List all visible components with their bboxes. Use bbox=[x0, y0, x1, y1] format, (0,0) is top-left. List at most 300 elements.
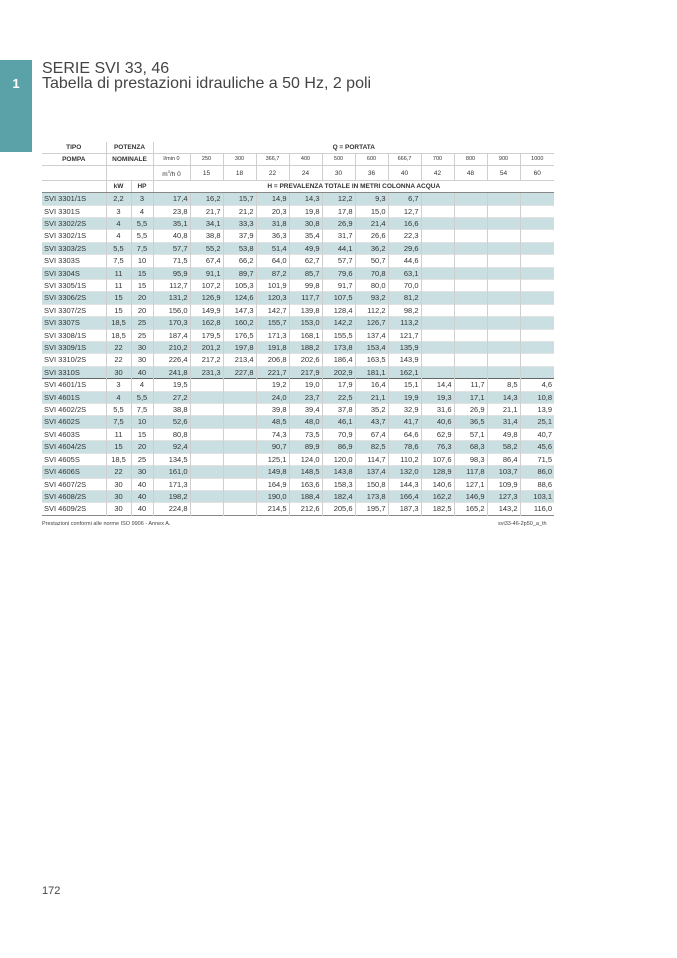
head-value: 48,5 bbox=[256, 416, 289, 428]
table-row bbox=[42, 503, 554, 515]
head-value: 68,3 bbox=[454, 441, 487, 453]
head-value: 124,6 bbox=[223, 292, 256, 304]
head-value: 11,7 bbox=[454, 379, 487, 391]
header-portata: Q = PORTATA bbox=[332, 144, 375, 151]
flow-m3h: 40 bbox=[388, 166, 421, 181]
power-kw: 22 bbox=[106, 342, 131, 354]
head-value: 20,3 bbox=[256, 205, 289, 217]
page-number: 172 bbox=[42, 885, 61, 897]
head-value: 137,4 bbox=[355, 329, 388, 341]
power-kw: 30 bbox=[106, 366, 131, 378]
head-value bbox=[421, 280, 454, 292]
head-value bbox=[487, 329, 520, 341]
head-value: 23,8 bbox=[153, 205, 190, 217]
table-row bbox=[42, 478, 554, 490]
flow-m3h: 30 bbox=[322, 166, 355, 181]
head-value: 126,7 bbox=[355, 317, 388, 329]
head-value bbox=[190, 416, 223, 428]
head-value: 91,1 bbox=[190, 267, 223, 279]
head-value bbox=[520, 329, 554, 341]
head-value: 19,5 bbox=[153, 379, 190, 391]
head-value: 89,9 bbox=[289, 441, 322, 453]
header-row-lmin bbox=[42, 154, 554, 166]
head-value: 24,0 bbox=[256, 391, 289, 403]
head-value: 92,4 bbox=[153, 441, 190, 453]
power-kw: 11 bbox=[106, 428, 131, 440]
head-value bbox=[454, 230, 487, 242]
head-value: 15,0 bbox=[355, 205, 388, 217]
flow-lmin: 666,7 bbox=[388, 154, 421, 166]
head-value bbox=[520, 230, 554, 242]
power-hp: 25 bbox=[131, 453, 153, 465]
head-value: 170,3 bbox=[153, 317, 190, 329]
head-value: 16,2 bbox=[190, 193, 223, 205]
table-row bbox=[42, 292, 554, 304]
power-kw: 4 bbox=[106, 391, 131, 403]
head-value: 40,7 bbox=[537, 429, 553, 439]
head-value: 64,0 bbox=[256, 255, 289, 267]
head-value bbox=[520, 342, 554, 354]
head-value bbox=[454, 366, 487, 378]
head-value: 26,9 bbox=[322, 217, 355, 229]
power-hp: 30 bbox=[131, 466, 153, 478]
head-value: 144,3 bbox=[388, 478, 421, 490]
head-value bbox=[421, 242, 454, 254]
head-value: 227,8 bbox=[223, 366, 256, 378]
reference-code: svi33-46-2p50_a_th bbox=[498, 521, 547, 527]
head-value: 49,9 bbox=[289, 242, 322, 254]
power-kw: 3 bbox=[106, 205, 131, 217]
head-value: 241,8 bbox=[153, 366, 190, 378]
head-value bbox=[190, 441, 223, 453]
head-value: 70,9 bbox=[322, 428, 355, 440]
head-value: 8,5 bbox=[487, 379, 520, 391]
head-value: 57,7 bbox=[153, 242, 190, 254]
head-value: 80,8 bbox=[153, 428, 190, 440]
head-value: 162,2 bbox=[421, 490, 454, 502]
table-row bbox=[42, 255, 554, 267]
power-hp: 4 bbox=[131, 205, 153, 217]
head-value bbox=[520, 255, 554, 267]
power-kw: 7,5 bbox=[106, 255, 131, 267]
head-value: 27,2 bbox=[153, 391, 190, 403]
head-value bbox=[223, 441, 256, 453]
head-value: 64,6 bbox=[388, 428, 421, 440]
head-value: 36,5 bbox=[454, 416, 487, 428]
header-nominale: NOMINALE bbox=[106, 154, 153, 166]
header-lmin: l/min 0 bbox=[153, 154, 190, 166]
pump-model: SVI 3305/1S bbox=[42, 280, 106, 292]
head-value: 35,4 bbox=[289, 230, 322, 242]
head-value: 31,6 bbox=[421, 404, 454, 416]
pump-model: SVI 4609/2S bbox=[42, 503, 106, 515]
power-kw: 15 bbox=[106, 441, 131, 453]
head-value: 131,2 bbox=[153, 292, 190, 304]
head-value: 98,3 bbox=[454, 453, 487, 465]
table-row bbox=[42, 354, 554, 366]
page-subtitle: Tabella di prestazioni idrauliche a 50 Hz, 2 poli bbox=[42, 75, 372, 92]
head-value bbox=[487, 205, 520, 217]
head-value: 171,3 bbox=[256, 329, 289, 341]
head-value: 45,6 bbox=[520, 441, 554, 453]
head-value: 164,9 bbox=[256, 478, 289, 490]
head-value: 135,9 bbox=[388, 342, 421, 354]
head-value: 80,0 bbox=[355, 280, 388, 292]
head-value: 86,0 bbox=[520, 466, 554, 478]
head-value: 110,2 bbox=[388, 453, 421, 465]
head-value bbox=[190, 453, 223, 465]
power-kw: 22 bbox=[106, 466, 131, 478]
head-value: 173,8 bbox=[355, 490, 388, 502]
head-value: 31,8 bbox=[256, 217, 289, 229]
head-value: 36,3 bbox=[256, 230, 289, 242]
head-value: 205,6 bbox=[322, 503, 355, 515]
power-hp: 7,5 bbox=[131, 242, 153, 254]
power-hp: 5,5 bbox=[131, 217, 153, 229]
flow-m3h: 18 bbox=[223, 166, 256, 181]
power-kw: 7,5 bbox=[106, 416, 131, 428]
head-value: 15,7 bbox=[223, 193, 256, 205]
power-hp: 10 bbox=[131, 255, 153, 267]
flow-lmin: 800 bbox=[454, 154, 487, 166]
head-value: 16,4 bbox=[355, 379, 388, 391]
head-value: 226,4 bbox=[153, 354, 190, 366]
head-value: 125,1 bbox=[256, 453, 289, 465]
head-value: 176,5 bbox=[223, 329, 256, 341]
head-value: 198,2 bbox=[153, 490, 190, 502]
head-value: 201,2 bbox=[190, 342, 223, 354]
head-value: 38,8 bbox=[153, 404, 190, 416]
head-value bbox=[421, 317, 454, 329]
head-value: 52,6 bbox=[153, 416, 190, 428]
head-value: 103,1 bbox=[520, 490, 554, 502]
head-value bbox=[421, 354, 454, 366]
head-value: 217,9 bbox=[289, 366, 322, 378]
power-hp: 40 bbox=[131, 478, 153, 490]
head-value: 109,9 bbox=[487, 478, 520, 490]
power-kw: 5,5 bbox=[106, 404, 131, 416]
head-value: 10,8 bbox=[520, 391, 554, 403]
head-value: 39,8 bbox=[256, 404, 289, 416]
header-pompa: POMPA bbox=[42, 154, 106, 166]
head-value: 128,9 bbox=[421, 466, 454, 478]
head-value: 163,5 bbox=[355, 354, 388, 366]
power-kw: 11 bbox=[106, 267, 131, 279]
head-value: 132,0 bbox=[388, 466, 421, 478]
head-value bbox=[223, 416, 256, 428]
head-value: 143,8 bbox=[322, 466, 355, 478]
header-row-units bbox=[42, 181, 554, 193]
header-blank bbox=[42, 181, 106, 193]
head-value: 148,5 bbox=[289, 466, 322, 478]
head-value: 155,5 bbox=[322, 329, 355, 341]
power-hp: 3 bbox=[131, 193, 153, 205]
head-value: 105,3 bbox=[223, 280, 256, 292]
head-value: 158,3 bbox=[322, 478, 355, 490]
head-value: 139,8 bbox=[289, 304, 322, 316]
head-value bbox=[454, 205, 487, 217]
power-kw: 15 bbox=[106, 304, 131, 316]
table-row bbox=[42, 242, 554, 254]
head-value: 101,9 bbox=[256, 280, 289, 292]
head-value: 17,4 bbox=[153, 193, 190, 205]
header-m3h-rest: /h 0 bbox=[169, 171, 181, 179]
header-row-1 bbox=[42, 142, 554, 154]
pump-model: SVI 3304S bbox=[42, 267, 106, 279]
table-row bbox=[42, 404, 554, 416]
power-hp: 25 bbox=[131, 329, 153, 341]
head-value: 162,1 bbox=[388, 366, 421, 378]
pump-model: SVI 4602S bbox=[42, 416, 106, 428]
head-value: 32,9 bbox=[388, 404, 421, 416]
head-value bbox=[223, 453, 256, 465]
power-hp: 40 bbox=[131, 490, 153, 502]
head-value: 168,1 bbox=[289, 329, 322, 341]
table-row bbox=[42, 490, 554, 502]
head-value bbox=[190, 404, 223, 416]
head-value: 53,8 bbox=[223, 242, 256, 254]
head-value: 79,6 bbox=[322, 267, 355, 279]
power-hp: 20 bbox=[131, 304, 153, 316]
head-value: 171,3 bbox=[153, 478, 190, 490]
head-value: 19,3 bbox=[421, 391, 454, 403]
table-row bbox=[42, 391, 554, 403]
head-value bbox=[487, 255, 520, 267]
header-tipo: TIPO bbox=[42, 142, 106, 154]
pump-model: SVI 3302/2S bbox=[42, 217, 106, 229]
flow-lmin: 700 bbox=[421, 154, 454, 166]
head-value: 70,0 bbox=[388, 280, 421, 292]
power-hp: 20 bbox=[131, 292, 153, 304]
table-row bbox=[42, 379, 554, 391]
performance-table bbox=[42, 142, 554, 516]
header-kw: kW bbox=[106, 181, 131, 193]
head-value: 127,1 bbox=[454, 478, 487, 490]
head-value: 173,8 bbox=[322, 342, 355, 354]
head-value: 149,9 bbox=[190, 304, 223, 316]
head-value bbox=[454, 354, 487, 366]
head-value: 46,1 bbox=[322, 416, 355, 428]
header-prevalenza: H = PREVALENZA TOTALE IN METRI COLONNA ACQUA bbox=[153, 181, 554, 193]
power-kw: 30 bbox=[106, 503, 131, 515]
table-row bbox=[42, 280, 554, 292]
head-value bbox=[520, 267, 554, 279]
power-hp: 40 bbox=[131, 366, 153, 378]
head-value bbox=[190, 478, 223, 490]
head-value: 29,6 bbox=[388, 242, 421, 254]
head-value: 38,8 bbox=[190, 230, 223, 242]
head-value bbox=[520, 280, 554, 292]
head-value: 143,9 bbox=[388, 354, 421, 366]
head-value: 179,5 bbox=[190, 329, 223, 341]
power-hp: 10 bbox=[131, 416, 153, 428]
head-value bbox=[421, 329, 454, 341]
head-value: 117,7 bbox=[289, 292, 322, 304]
pump-model: SVI 4604/2S bbox=[42, 441, 106, 453]
head-value: 188,4 bbox=[289, 490, 322, 502]
head-value: 149,8 bbox=[256, 466, 289, 478]
head-value: 134,5 bbox=[153, 453, 190, 465]
power-kw: 18,5 bbox=[106, 329, 131, 341]
head-value: 187,4 bbox=[153, 329, 190, 341]
head-value: 58,2 bbox=[487, 441, 520, 453]
head-value: 16,6 bbox=[388, 217, 421, 229]
head-value: 87,2 bbox=[256, 267, 289, 279]
head-value bbox=[454, 329, 487, 341]
power-kw: 3 bbox=[106, 379, 131, 391]
head-value: 14,3 bbox=[289, 193, 322, 205]
head-value bbox=[487, 317, 520, 329]
head-value bbox=[487, 230, 520, 242]
power-kw: 15 bbox=[106, 292, 131, 304]
head-value: 14,3 bbox=[487, 391, 520, 403]
head-value: 214,5 bbox=[256, 503, 289, 515]
head-value: 166,4 bbox=[388, 490, 421, 502]
head-value: 91,7 bbox=[322, 280, 355, 292]
head-value: 26,6 bbox=[355, 230, 388, 242]
head-value: 21,4 bbox=[355, 217, 388, 229]
head-value: 162,8 bbox=[190, 317, 223, 329]
pump-model: SVI 4608/2S bbox=[42, 490, 106, 502]
head-value: 153,4 bbox=[355, 342, 388, 354]
head-value: 181,1 bbox=[355, 366, 388, 378]
head-value: 107,6 bbox=[421, 453, 454, 465]
head-value: 19,0 bbox=[289, 379, 322, 391]
table-row bbox=[42, 217, 554, 229]
head-value: 19,9 bbox=[388, 391, 421, 403]
head-value: 36,2 bbox=[355, 242, 388, 254]
flow-m3h: 24 bbox=[289, 166, 322, 181]
page-title: SERIE SVI 33, 46 bbox=[42, 60, 170, 77]
head-value: 224,8 bbox=[153, 503, 190, 515]
head-value bbox=[421, 267, 454, 279]
head-value: 186,4 bbox=[322, 354, 355, 366]
header-row-m3h bbox=[42, 166, 554, 181]
head-value: 202,6 bbox=[289, 354, 322, 366]
head-value: 86,4 bbox=[487, 453, 520, 465]
flow-lmin: 400 bbox=[289, 154, 322, 166]
head-value bbox=[487, 280, 520, 292]
head-value bbox=[520, 304, 554, 316]
head-value bbox=[421, 255, 454, 267]
head-value: 127,3 bbox=[487, 490, 520, 502]
head-value bbox=[520, 217, 554, 229]
head-value bbox=[454, 342, 487, 354]
power-kw: 18,5 bbox=[106, 317, 131, 329]
head-value: 114,7 bbox=[355, 453, 388, 465]
table-row bbox=[42, 317, 554, 329]
head-value: 85,7 bbox=[289, 267, 322, 279]
head-value: 147,3 bbox=[223, 304, 256, 316]
power-hp: 5,5 bbox=[131, 391, 153, 403]
head-value: 17,1 bbox=[454, 391, 487, 403]
head-value: 182,5 bbox=[421, 503, 454, 515]
power-hp: 15 bbox=[131, 280, 153, 292]
pump-model: SVI 4606S bbox=[42, 466, 106, 478]
head-value: 146,9 bbox=[454, 490, 487, 502]
head-value: 107,5 bbox=[322, 292, 355, 304]
flow-lmin: 300 bbox=[223, 154, 256, 166]
head-value bbox=[421, 292, 454, 304]
head-value: 86,9 bbox=[322, 441, 355, 453]
head-value bbox=[487, 217, 520, 229]
head-value: 188,2 bbox=[289, 342, 322, 354]
head-value: 112,7 bbox=[153, 280, 190, 292]
head-value bbox=[520, 354, 554, 366]
head-value: 116,0 bbox=[533, 504, 553, 514]
head-value: 190,0 bbox=[256, 490, 289, 502]
flow-m3h: 36 bbox=[355, 166, 388, 181]
power-hp: 30 bbox=[131, 354, 153, 366]
head-value bbox=[520, 317, 554, 329]
head-value: 40,8 bbox=[153, 230, 190, 242]
head-value: 44,6 bbox=[388, 255, 421, 267]
flow-lmin: 900 bbox=[487, 154, 520, 166]
table-row bbox=[42, 453, 554, 465]
pump-model: SVI 3303S bbox=[42, 255, 106, 267]
head-value: 62,7 bbox=[289, 255, 322, 267]
table-row bbox=[42, 267, 554, 279]
head-value: 13,9 bbox=[537, 405, 553, 415]
power-kw: 30 bbox=[106, 478, 131, 490]
pump-model: SVI 3307S bbox=[42, 317, 106, 329]
flow-m3h: 15 bbox=[190, 166, 223, 181]
head-value: 33,3 bbox=[223, 217, 256, 229]
head-value: 26,9 bbox=[454, 404, 487, 416]
head-value: 57,1 bbox=[454, 428, 487, 440]
head-value: 31,4 bbox=[487, 416, 520, 428]
power-hp: 5,5 bbox=[131, 230, 153, 242]
head-value: 107,2 bbox=[190, 280, 223, 292]
head-value bbox=[487, 292, 520, 304]
power-hp: 40 bbox=[131, 503, 153, 515]
head-value: 9,3 bbox=[355, 193, 388, 205]
head-value bbox=[421, 304, 454, 316]
head-value bbox=[421, 205, 454, 217]
head-value: 37,8 bbox=[322, 404, 355, 416]
flow-m3h: 42 bbox=[421, 166, 454, 181]
head-value bbox=[520, 193, 554, 205]
head-value: 37,9 bbox=[223, 230, 256, 242]
power-hp: 30 bbox=[131, 342, 153, 354]
head-value bbox=[487, 354, 520, 366]
head-value: 206,8 bbox=[256, 354, 289, 366]
head-value bbox=[487, 267, 520, 279]
power-hp: 20 bbox=[131, 441, 153, 453]
head-value bbox=[223, 490, 256, 502]
head-value: 124,0 bbox=[289, 453, 322, 465]
head-value: 161,0 bbox=[153, 466, 190, 478]
pump-model: SVI 3301/1S bbox=[42, 193, 106, 205]
table-row bbox=[42, 441, 554, 453]
power-hp: 15 bbox=[131, 267, 153, 279]
head-value bbox=[487, 193, 520, 205]
head-value: 89,7 bbox=[223, 267, 256, 279]
flow-lmin: 366,7 bbox=[256, 154, 289, 166]
head-value: 50,7 bbox=[355, 255, 388, 267]
head-value bbox=[520, 292, 554, 304]
head-value bbox=[223, 428, 256, 440]
head-value bbox=[190, 391, 223, 403]
head-value: 76,3 bbox=[421, 441, 454, 453]
head-value: 160,2 bbox=[223, 317, 256, 329]
head-value bbox=[520, 205, 554, 217]
head-value: 121,7 bbox=[388, 329, 421, 341]
head-value: 12,7 bbox=[388, 205, 421, 217]
footnote: Prestazioni conformi alle norme ISO 9906 - Annex A. bbox=[42, 521, 171, 527]
header-hp: HP bbox=[131, 181, 153, 193]
head-value: 117,8 bbox=[454, 466, 487, 478]
